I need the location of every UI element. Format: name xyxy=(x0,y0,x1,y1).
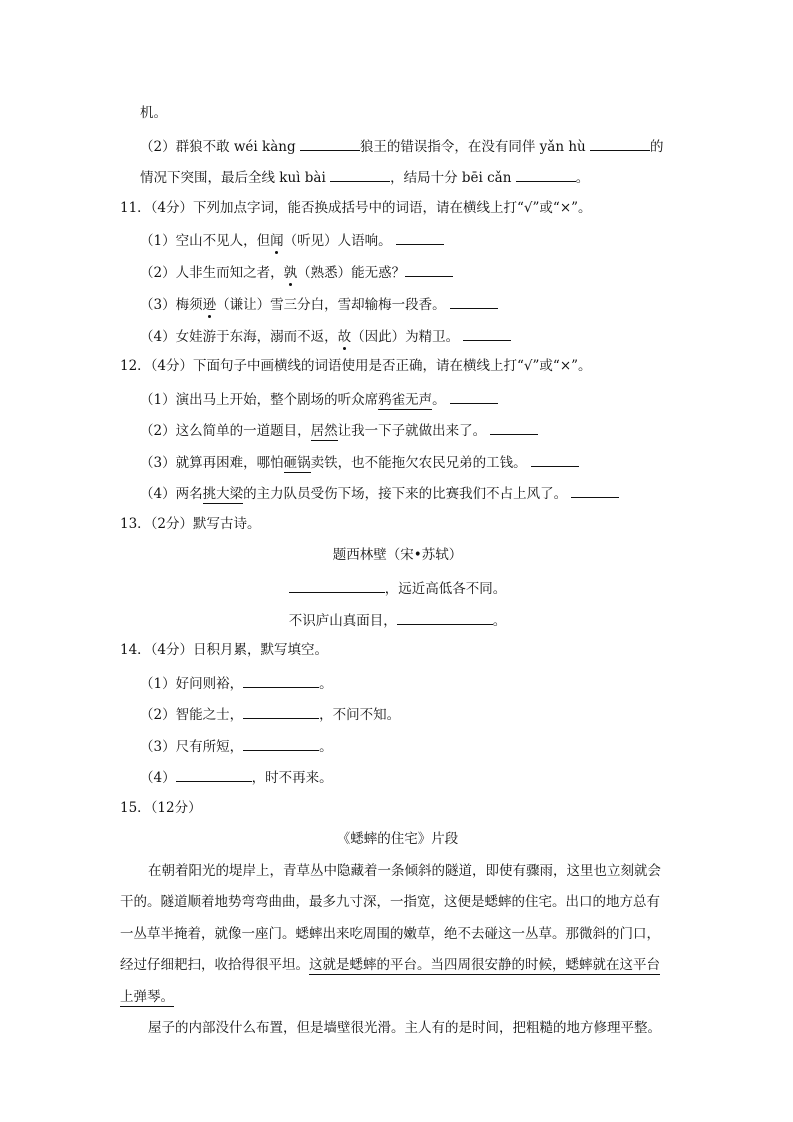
answer-blank[interactable] xyxy=(176,767,252,782)
poem-line-2: 不识庐山真面目， 。 xyxy=(120,610,675,630)
q12-item-3: （3）就算再困难，哪怕砸锅卖铁，也不能拖欠农民兄弟的工钱。 xyxy=(140,452,579,472)
answer-blank[interactable] xyxy=(590,136,650,151)
answer-blank[interactable] xyxy=(531,452,579,467)
q10-part2-line2: 情况下突围，最后全线 kuì bài ，结局十分 bēi cǎn 。 xyxy=(140,167,589,187)
answer-blank[interactable] xyxy=(516,167,576,182)
q14-item-2: （2）智能之士， ，不问不知。 xyxy=(140,704,400,724)
answer-blank[interactable] xyxy=(463,326,511,341)
q14-title: 14．（4分）日积月累，默写填空。 xyxy=(120,642,329,658)
answer-blank[interactable] xyxy=(243,673,319,688)
q11-item-1: （1）空山不见人，但闻（听见）人语响。 xyxy=(140,230,444,250)
passage-title: 《蟋蟀的住宅》片段 xyxy=(336,831,459,847)
dotted-word: 故 xyxy=(337,329,352,345)
answer-blank[interactable] xyxy=(289,578,385,593)
q14-item-1: （1）好问则裕， 。 xyxy=(140,673,333,693)
passage-line-1: 在朝着阳光的堤岸上，青草丛中隐藏着一条倾斜的隧道，即使有骤雨，这里也立刻就会 xyxy=(148,863,661,879)
underlined-word: 居然 xyxy=(310,423,338,439)
passage-line-4: 经过仔细耙扫，收拾得很平坦。这就是蟋蟀的平台。当四周很安静的时候，蟋蟀就在这平台 xyxy=(120,957,660,973)
passage-line-2: 干的。隧道顺着地势弯弯曲曲，最多九寸深，一指宽，这便是蟋蟀的住宅。出口的地方总有 xyxy=(120,894,660,910)
answer-blank[interactable] xyxy=(450,389,498,404)
answer-blank[interactable] xyxy=(243,736,319,751)
underlined-word: 砸锅 xyxy=(283,455,311,471)
q12-item-1: （1）演出马上开始，整个剧场的听众席鸦雀无声。 xyxy=(140,389,498,409)
q12-item-4: （4）两名挑大梁的主力队员受伤下场，接下来的比赛我们不占上风了。 xyxy=(140,483,619,503)
passage-line-3: 一丛草半掩着，就像一座门。蟋蟀出来吃周围的嫩草，绝不去碰这一丛草。那微斜的门口， xyxy=(120,926,660,942)
q10-tail-line1: 机。 xyxy=(140,105,167,121)
answer-blank[interactable] xyxy=(490,420,538,435)
q11-item-3: （3）梅须逊（谦让）雪三分白，雪却输梅一段香。 xyxy=(140,294,498,314)
underlined-word: 鸦雀无声 xyxy=(378,392,433,408)
q11-title: 11．（4分）下列加点字词，能否换成括号中的词语，请在横线上打“√”或“×”。 xyxy=(120,200,592,216)
q15-title: 15．（12分） xyxy=(120,800,202,816)
answer-blank[interactable] xyxy=(300,136,360,151)
q13-title: 13．（2分）默写古诗。 xyxy=(120,516,261,532)
q12-item-2: （2）这么简单的一道题目，居然让我一下子就做出来了。 xyxy=(140,420,538,440)
answer-blank[interactable] xyxy=(405,262,453,277)
underlined-sentence: 这就是蟋蟀的平台。当四周很安静的时候，蟋蟀就在这平台 xyxy=(309,957,660,973)
underlined-sentence-end: 上弹琴。 xyxy=(120,989,174,1005)
passage-line-5 xyxy=(120,988,174,1006)
answer-blank[interactable] xyxy=(450,294,498,309)
q11-item-4: （4）女娃游于东海，溺而不返，故（因此）为精卫。 xyxy=(140,326,511,346)
q14-item-3: （3）尺有所短， 。 xyxy=(140,736,333,756)
poem-title: 题西林壁（宋•苏轼） xyxy=(332,547,463,563)
passage-line-6: 屋子的内部没什么布置，但是墙壁很光滑。主人有的是时间，把粗糙的地方修理平整。 xyxy=(148,1020,661,1036)
q14-item-4: （4） ，时不再来。 xyxy=(140,767,333,787)
answer-blank[interactable] xyxy=(397,610,493,625)
dotted-word: 孰 xyxy=(283,265,298,281)
q11-item-2: （2）人非生而知之者，孰（熟悉）能无惑？ xyxy=(140,262,453,282)
answer-blank[interactable] xyxy=(243,704,319,719)
q10-part2-line1: （2）群狼不敢 wéi kàng 狼王的错误指令，在没有同伴 yǎn hù 的 xyxy=(140,136,664,156)
answer-blank[interactable] xyxy=(330,167,390,182)
dotted-word: 闻 xyxy=(270,233,284,249)
poem-line-1: ，远近高低各不同。 xyxy=(120,578,675,598)
underlined-word: 挑大梁 xyxy=(202,486,244,502)
answer-blank[interactable] xyxy=(396,230,444,245)
answer-blank[interactable] xyxy=(571,483,619,498)
q12-title: 12．（4分）下面句子中画横线的词语使用是否正确，请在横线上打“√”或“×”。 xyxy=(120,358,592,374)
dotted-word: 逊 xyxy=(202,297,217,313)
